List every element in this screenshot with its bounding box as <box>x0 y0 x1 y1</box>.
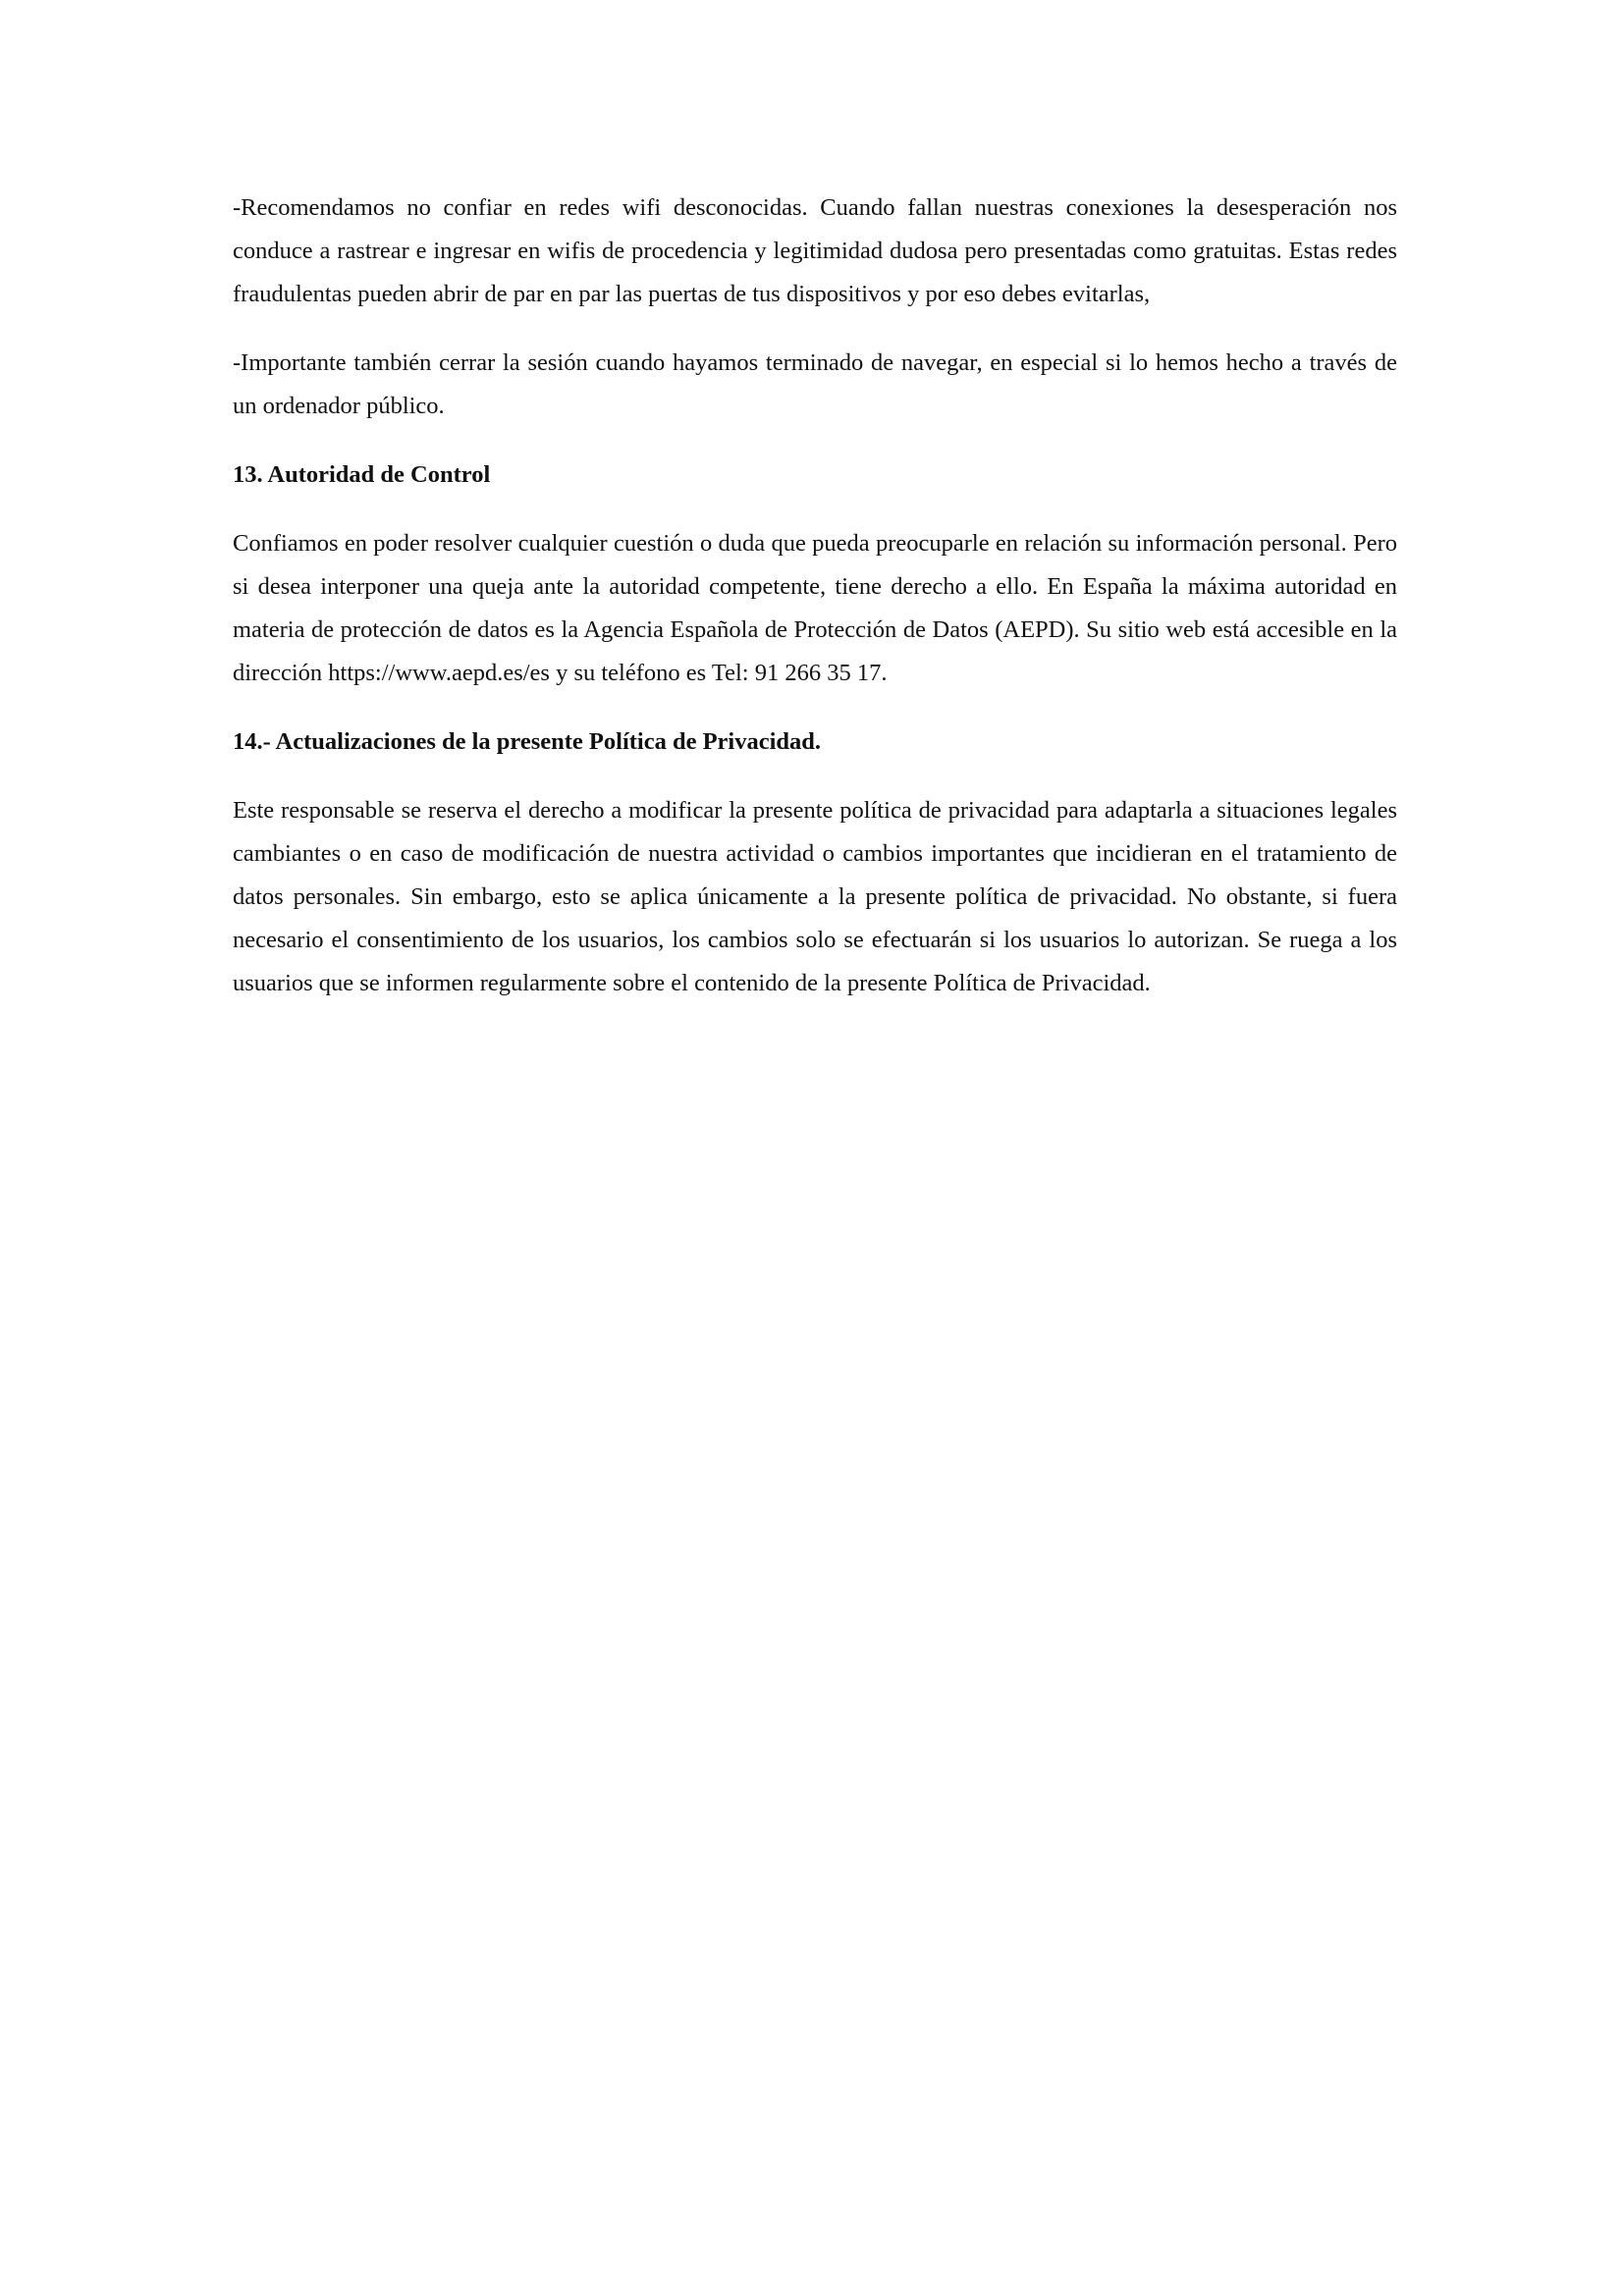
paragraph-close-session: -Importante también cerrar la sesión cuando hayamos terminado de navegar, en especial si lo hemos hecho a través de un ordenador público. <box>233 349 1397 419</box>
document-body <box>233 187 1397 1031</box>
heading-section-14: 14.- Actualizaciones de la presente Política de Privacidad. <box>233 728 822 755</box>
paragraph-wifi-recommendation: -Recomendamos no confiar en redes wifi desconocidas. Cuando fallan nuestras conexiones la desesperación nos conduce a rastrear e ingresar en wifis de procedencia y legitimidad dudosa pero presentadas como gratuitas. Estas redes fraudulentas pueden abrir de par en par las puertas de tus dispositivos y por eso debes evitarlas, <box>233 194 1397 307</box>
paragraph-policy-updates: Este responsable se reserva el derecho a modificar la presente política de privacidad para adaptarla a situaciones legales cambiantes o en caso de modificación de nuestra actividad o cambios importantes que incidieran en el tratamiento de datos personales. Sin embargo, esto se aplica únicamente a la presente política de privacidad. No obstante, si fuera necesario el consentimiento de los usuarios, los cambios solo se efectuarán si los usuarios lo autorizan. Se ruega a los usuarios que se informen regularmente sobre el contenido de la presente Política de Privacidad. <box>233 797 1397 996</box>
heading-section-13: 13. Autoridad de Control <box>233 461 491 488</box>
paragraph-control-authority: Confiamos en poder resolver cualquier cuestión o duda que pueda preocuparle en relación su información personal. Pero si desea interponer una queja ante la autoridad competente, tiene derecho a ello. En España la máxima autoridad en materia de protección de datos es la Agencia Española de Protección de Datos (AEPD). Su sitio web está accesible en la dirección https://www.aepd.es/es y su teléfono es Tel: 91 266 35 17. <box>233 530 1397 686</box>
